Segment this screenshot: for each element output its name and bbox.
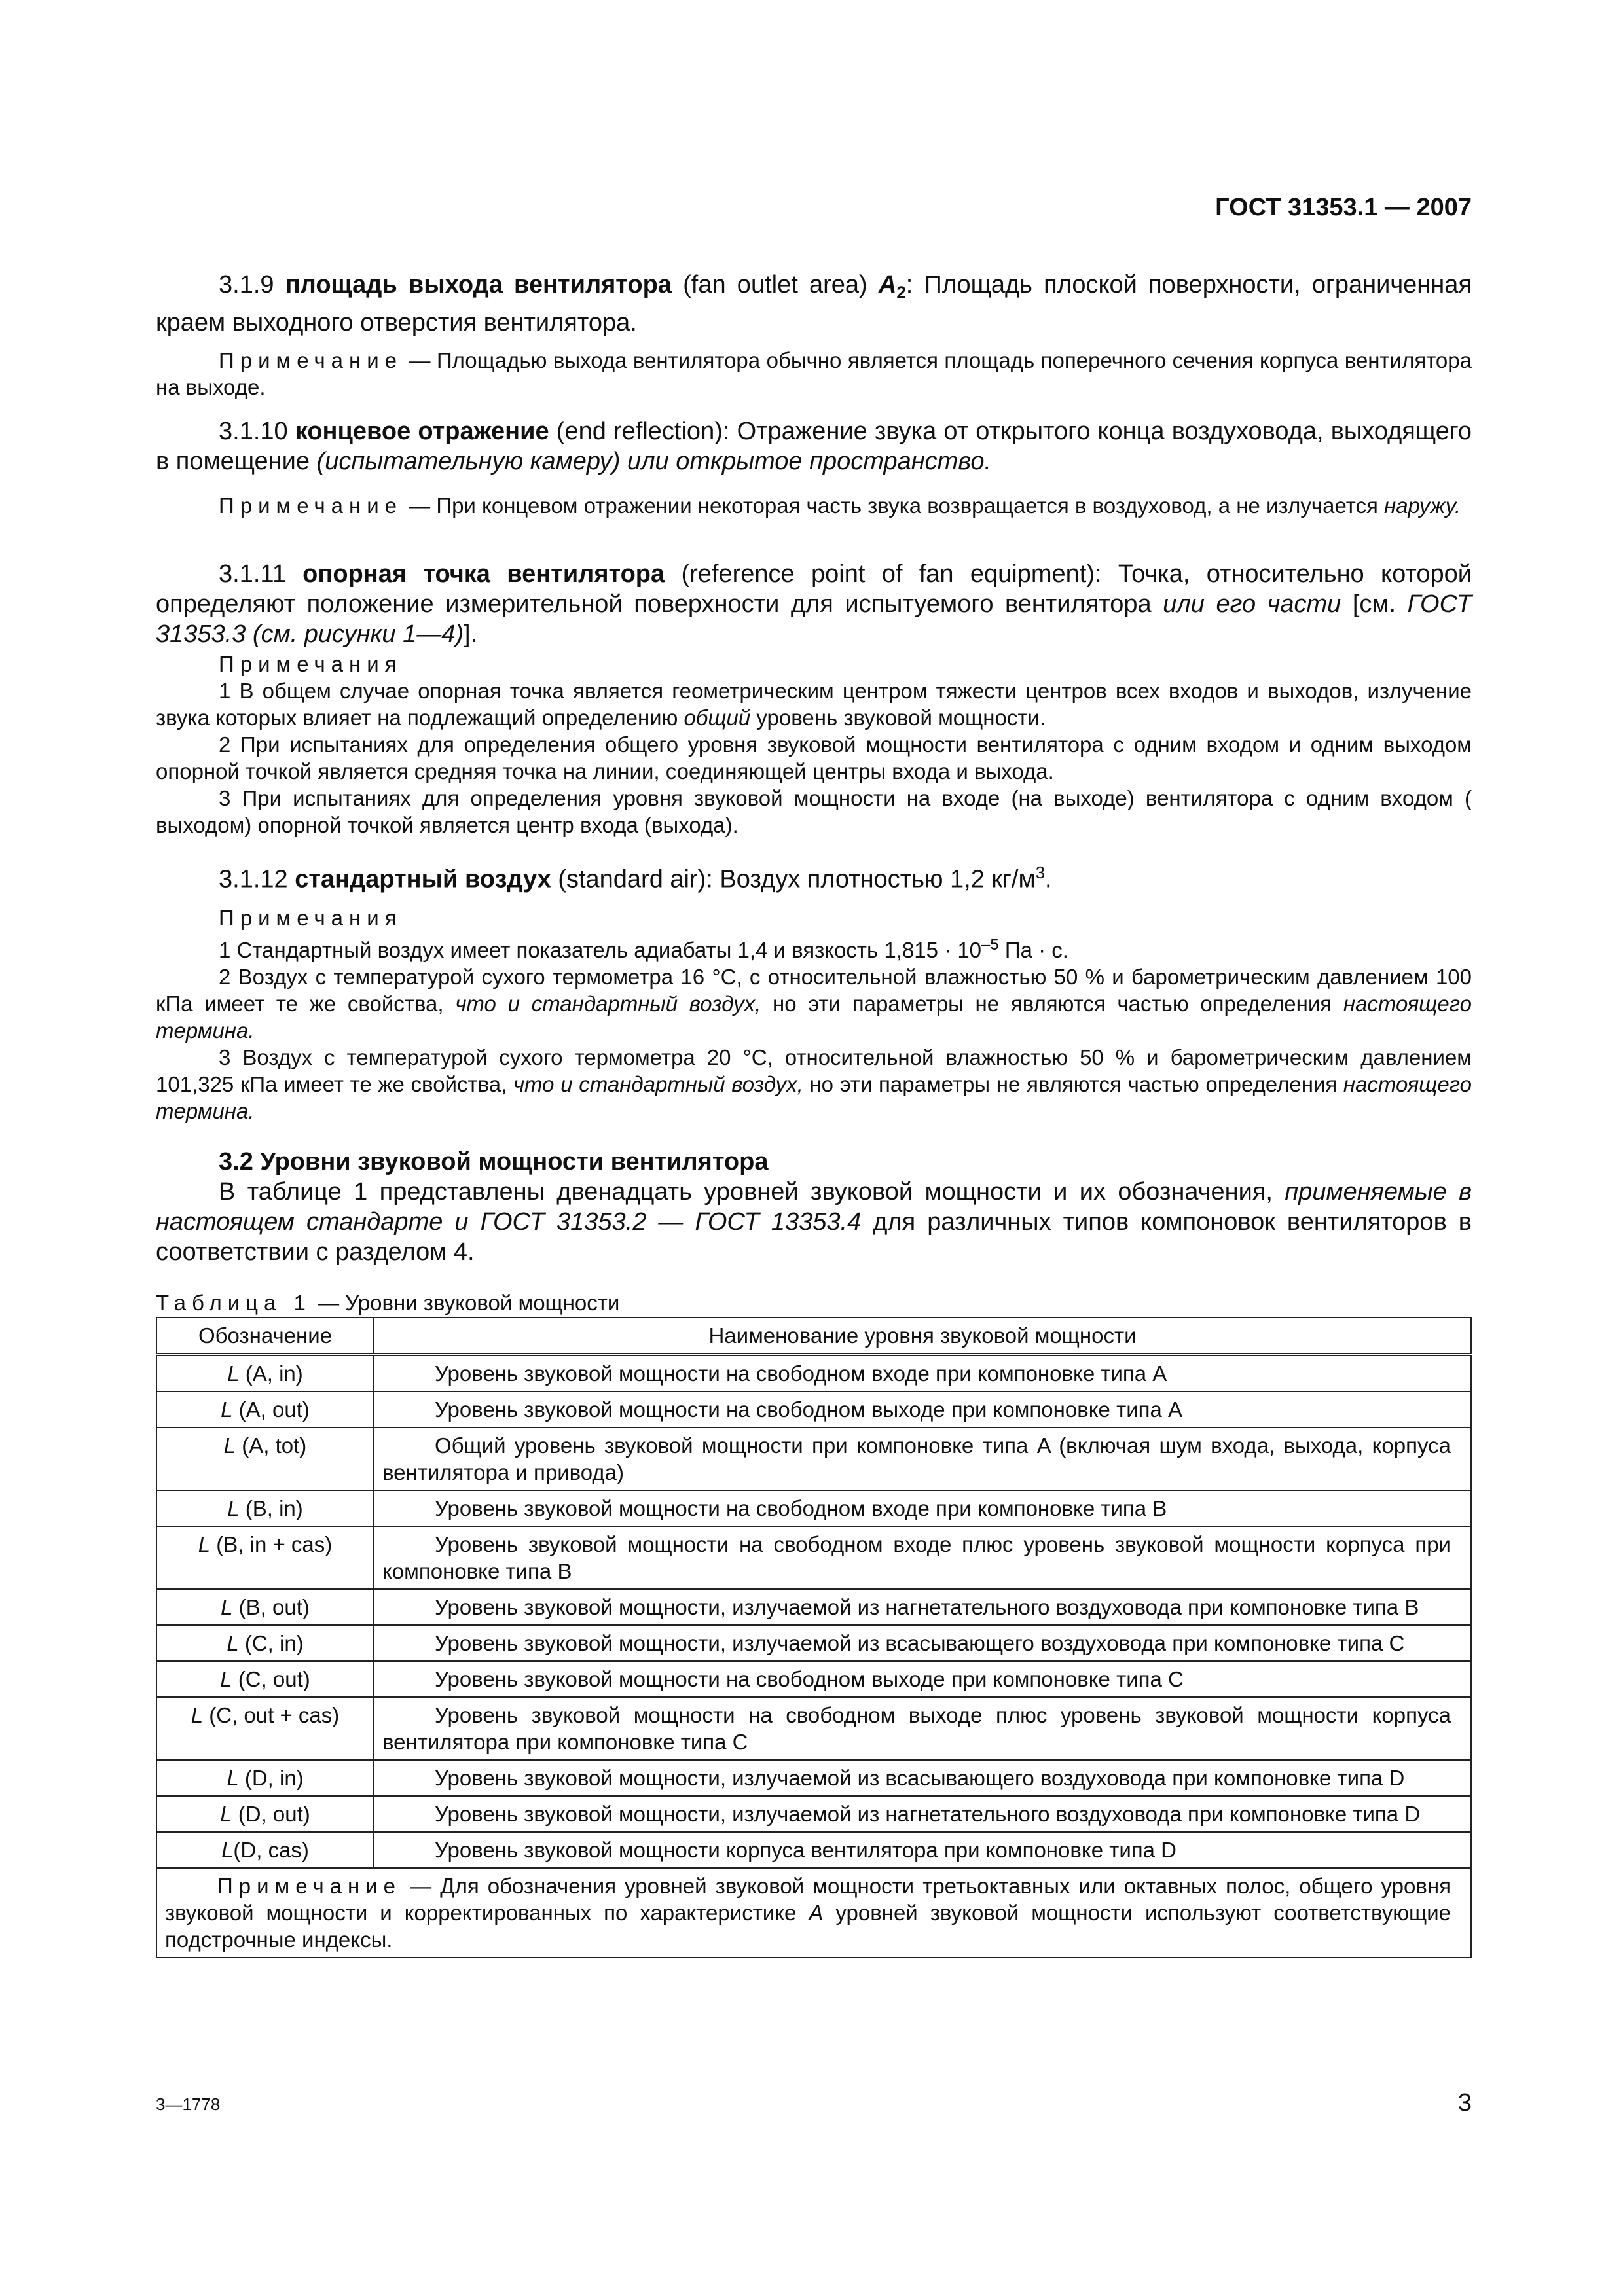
notes-label: Примечания bbox=[219, 906, 403, 930]
definition-italic-2: ГОСТ 31353.3 (см. рисунки 1—4) bbox=[156, 590, 1472, 648]
term: площадь выхода вентилятора bbox=[285, 271, 672, 298]
designation-args: (A, tot) bbox=[236, 1433, 307, 1458]
level-name-cell: Уровень звуковой мощности, излучаемой из всасывающего воздуховода при компоновке типа C bbox=[374, 1625, 1471, 1661]
level-name-cell: Общий уровень звуковой мощности при компоновке типа A (включая шум входа, выхода, корпуса вентилятора и привода) bbox=[374, 1427, 1471, 1490]
note-1-italic: общий bbox=[684, 706, 751, 730]
clause-number: 3.1.11 bbox=[219, 560, 286, 588]
note-text: — Площадью выхода вентилятора обычно является площадь поперечного сечения корпуса вентилятора на выходе. bbox=[156, 348, 1472, 399]
note-2-text: 2 Воздух с температурой сухого термометра 16 °С, с относительной влажностью 50 % и барометрическим давлением 100 кПа имеет те же свойства, bbox=[156, 965, 1472, 1016]
table-caption bbox=[156, 1289, 1472, 1317]
note-3-mid: но эти параметры не являются частью определения bbox=[803, 1072, 1343, 1096]
level-name-cell: Уровень звуковой мощности на свободном входе при компоновке типа A bbox=[374, 1355, 1471, 1392]
term-english: (fan outlet area) bbox=[671, 271, 879, 298]
designation-symbol: L bbox=[223, 1433, 236, 1458]
note-label: Примечание bbox=[219, 493, 403, 518]
note-2-italic: что и стандартный воздух, bbox=[455, 992, 761, 1016]
section-paragraph bbox=[156, 1177, 1472, 1267]
note-1-end: уровень звуковой мощности. bbox=[750, 706, 1046, 730]
term: концевое отражение bbox=[295, 418, 549, 445]
clause-number: 3.1.10 bbox=[219, 418, 288, 445]
notes-3-1-11 bbox=[156, 651, 1472, 838]
definition: : Площадь плоской поверхности, ограниченная краем выходного отверстия вентилятора. bbox=[156, 271, 1472, 336]
designation-cell bbox=[156, 1661, 374, 1697]
notes-3-1-12 bbox=[156, 905, 1472, 1124]
designation-symbol: L bbox=[220, 1667, 232, 1691]
level-name-cell: Уровень звуковой мощности, излучаемой из нагнетательного воздуховода при компоновке типа B bbox=[374, 1589, 1471, 1625]
designation-cell bbox=[156, 1796, 374, 1832]
level-name-cell: Уровень звуковой мощности, излучаемой из всасывающего воздуховода при компоновке типа D bbox=[374, 1760, 1471, 1796]
power-levels-table bbox=[156, 1317, 1472, 1958]
symbol-subscript: 2 bbox=[896, 282, 906, 302]
table-row bbox=[156, 1697, 1471, 1760]
table-row bbox=[156, 1427, 1471, 1490]
designation-cell bbox=[156, 1526, 374, 1589]
note-3-1-9 bbox=[156, 347, 1472, 401]
table-note-italic: A bbox=[809, 1901, 824, 1925]
designation-symbol: L bbox=[227, 1631, 239, 1655]
table-row bbox=[156, 1589, 1471, 1625]
designation-args: (D, in) bbox=[238, 1766, 304, 1790]
level-name-cell: Уровень звуковой мощности на свободном входе при компоновке типа B bbox=[374, 1490, 1471, 1526]
paragraph-italic: применяемые в настоящем стандарте и ГОСТ 31353.2 — ГОСТ 13353.4 bbox=[156, 1178, 1472, 1236]
designation-symbol: L bbox=[191, 1703, 204, 1727]
designation-symbol: L bbox=[227, 1766, 239, 1790]
notes-label: Примечания bbox=[219, 652, 403, 676]
clause-number: 3.1.12 bbox=[219, 865, 288, 893]
note-1 bbox=[156, 677, 1472, 731]
note-3-italic: что и стандартный воздух, bbox=[513, 1072, 803, 1096]
term: стандартный воздух bbox=[295, 865, 551, 893]
column-header-designation: Обозначение bbox=[156, 1318, 374, 1355]
designation-args: (B, in + cas) bbox=[210, 1532, 333, 1556]
table-note-text: — Для обозначения уровней звуковой мощности третьоктавных или октавных полос, общего уровня звуковой мощности и корректированных по характеристике bbox=[165, 1874, 1451, 1925]
table-note-label: Примечание bbox=[217, 1874, 402, 1898]
designation-symbol: L bbox=[198, 1532, 211, 1556]
definition-mid: [см. bbox=[1341, 590, 1408, 618]
level-name-cell: Уровень звуковой мощности корпуса вентилятора при компоновке типа D bbox=[374, 1832, 1471, 1868]
note-1 bbox=[156, 931, 1472, 963]
section-3-2 bbox=[156, 1147, 1472, 1267]
clause-3-1-9 bbox=[156, 270, 1472, 338]
note-1-end: Па · с. bbox=[998, 938, 1068, 962]
level-name-cell: Уровень звуковой мощности, излучаемой из нагнетательного воздуховода при компоновке типа D bbox=[374, 1796, 1471, 1832]
designation-cell bbox=[156, 1697, 374, 1760]
table-row bbox=[156, 1625, 1471, 1661]
designation-symbol: L bbox=[221, 1595, 233, 1619]
designation-cell bbox=[156, 1625, 374, 1661]
note-italic: наружу. bbox=[1384, 493, 1461, 518]
designation-args: (D, out) bbox=[232, 1802, 310, 1826]
table-note bbox=[156, 1868, 1471, 1958]
table-row bbox=[156, 1796, 1471, 1832]
section-title: 3.2 Уровни звуковой мощности вентилятора bbox=[219, 1148, 769, 1175]
table-note-end: уровней звуковой мощности используют соответствующие подстрочные индексы. bbox=[165, 1901, 1451, 1952]
document-header: ГОСТ 31353.1 — 2007 bbox=[1215, 194, 1472, 221]
designation-cell bbox=[156, 1832, 374, 1868]
definition-italic-1: или его части bbox=[1163, 590, 1341, 618]
note-1-text: 1 В общем случае опорная точка является геометрическим центром тяжести центров всех входов и выходов, излучение звука которых влияет на подлежащий определению bbox=[156, 679, 1472, 730]
designation-cell bbox=[156, 1490, 374, 1526]
note-3-italic-end: настоящего термина. bbox=[156, 1072, 1472, 1123]
table-row bbox=[156, 1661, 1471, 1697]
table-row bbox=[156, 1832, 1471, 1868]
page-number: 3 bbox=[1457, 2089, 1472, 2117]
designation-args: (C, in) bbox=[238, 1631, 304, 1655]
definition: (standard air): Воздух плотностью 1,2 кг/м bbox=[551, 865, 1036, 893]
clause-number: 3.1.9 bbox=[219, 271, 274, 298]
note-1-exponent: –5 bbox=[981, 936, 999, 954]
level-name-cell: Уровень звуковой мощности на свободном входе плюс уровень звуковой мощности корпуса при компоновке типа B bbox=[374, 1526, 1471, 1589]
footer-code: 3—1778 bbox=[156, 2094, 221, 2114]
designation-symbol: L bbox=[221, 1838, 234, 1862]
designation-args: (C, out + cas) bbox=[203, 1703, 340, 1727]
designation-cell bbox=[156, 1760, 374, 1796]
definition-italic: (испытательную камеру) или открытое пространство. bbox=[316, 448, 992, 475]
table-caption-label: Таблица 1 bbox=[156, 1291, 312, 1315]
column-header-name: Наименование уровня звуковой мощности bbox=[374, 1318, 1471, 1355]
note-2: 2 При испытаниях для определения общего уровня звуковой мощности вентилятора с одним входом и одним выходом опорной точкой является средняя точка на линии, соединяющей центры входа и выхода. bbox=[156, 732, 1472, 783]
note-3: 3 При испытаниях для определения уровня звуковой мощности на входе (на выходе) вентилятора с одним входом ( выходом) опорной точкой является центр входа (выхода). bbox=[156, 786, 1472, 837]
symbol: A bbox=[878, 271, 897, 298]
note-2-mid: но эти параметры не являются частью определения bbox=[761, 992, 1343, 1016]
note-text: — При концевом отражении некоторая часть звука возвращается в воздуховод, а не излучается bbox=[403, 493, 1385, 518]
table-row bbox=[156, 1760, 1471, 1796]
clause-3-1-11 bbox=[156, 559, 1472, 649]
designation-args: (D, cas) bbox=[233, 1838, 309, 1862]
level-name-cell: Уровень звуковой мощности на свободном выходе при компоновке типа A bbox=[374, 1391, 1471, 1427]
note-label: Примечание bbox=[219, 348, 403, 372]
note-3 bbox=[156, 1044, 1472, 1124]
table-row bbox=[156, 1490, 1471, 1526]
table-caption-text: — Уровни звуковой мощности bbox=[311, 1291, 620, 1315]
designation-args: (B, out) bbox=[232, 1595, 310, 1619]
designation-cell bbox=[156, 1391, 374, 1427]
designation-symbol: L bbox=[227, 1361, 240, 1386]
designation-args: (A, out) bbox=[232, 1397, 310, 1422]
designation-symbol: L bbox=[220, 1802, 232, 1826]
term: опорная точка вентилятора bbox=[302, 560, 665, 588]
definition-end: ]. bbox=[464, 620, 478, 648]
clause-3-1-12 bbox=[156, 857, 1472, 895]
designation-args: (C, out) bbox=[232, 1667, 310, 1691]
paragraph-text: В таблице 1 представлены двенадцать уровней звуковой мощности и их обозначения, bbox=[219, 1178, 1285, 1206]
designation-args: (B, in) bbox=[239, 1496, 303, 1520]
designation-args: (A, in) bbox=[239, 1361, 303, 1386]
level-name-cell: Уровень звуковой мощности на свободном выходе плюс уровень звуковой мощности корпуса вентилятора при компоновке типа C bbox=[374, 1697, 1471, 1760]
unit-superscript: 3 bbox=[1035, 863, 1046, 882]
designation-cell bbox=[156, 1427, 374, 1490]
definition: (reference point of fan equipment): Точка, относительно которой определяют положение измерительной поверхности для испытуемого вентилятора bbox=[156, 560, 1472, 618]
designation-symbol: L bbox=[221, 1397, 233, 1422]
note-2-italic-end: настоящего термина. bbox=[156, 992, 1472, 1043]
paragraph-end: для различных типов компоновок вентиляторов в соответствии с разделом 4. bbox=[156, 1208, 1472, 1266]
designation-symbol: L bbox=[227, 1496, 240, 1520]
table-row bbox=[156, 1355, 1471, 1392]
clause-3-1-10 bbox=[156, 416, 1472, 476]
table-1 bbox=[156, 1289, 1472, 1958]
table-row bbox=[156, 1526, 1471, 1589]
note-3-text: 3 Воздух с температурой сухого термометра 20 °С, относительной влажностью 50 % и барометрическим давлением 101,325 кПа имеет те же свойства, bbox=[156, 1045, 1472, 1096]
note-3-1-10 bbox=[156, 492, 1472, 519]
designation-cell bbox=[156, 1589, 374, 1625]
note-2 bbox=[156, 963, 1472, 1044]
table-row bbox=[156, 1391, 1471, 1427]
designation-cell bbox=[156, 1355, 374, 1392]
level-name-cell: Уровень звуковой мощности на свободном выходе при компоновке типа C bbox=[374, 1661, 1471, 1697]
definition: (end reflection): Отражение звука от открытого конца воздуховода, выходящего в помещение bbox=[156, 418, 1472, 475]
definition-end: . bbox=[1045, 865, 1052, 893]
note-1-text: 1 Стандартный воздух имеет показатель адиабаты 1,4 и вязкость 1,815 · 10 bbox=[219, 938, 982, 962]
